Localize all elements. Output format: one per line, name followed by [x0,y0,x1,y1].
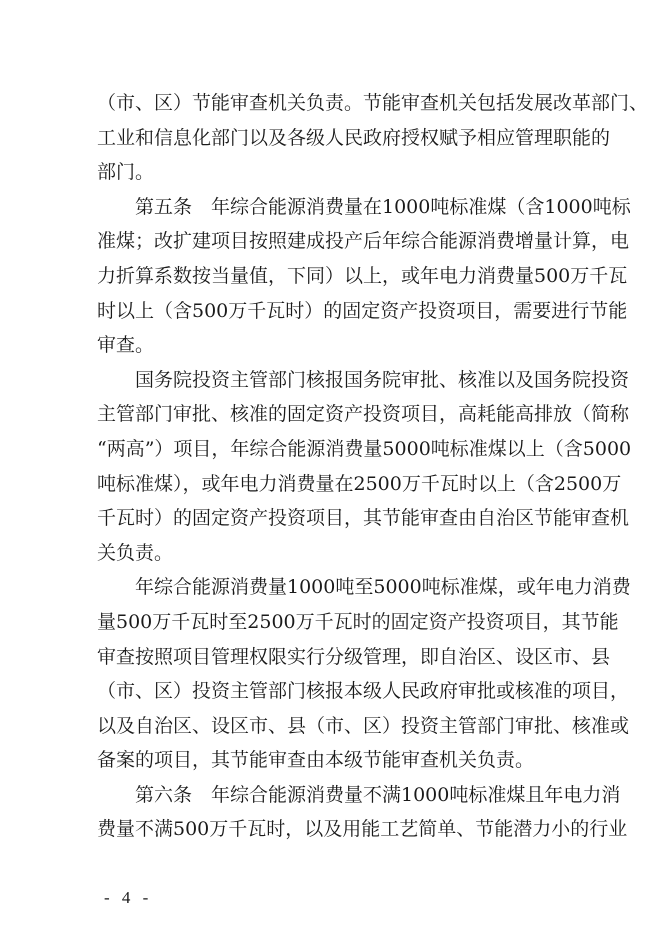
text-line: 国务院投资主管部门核报国务院审批、核准以及国务院投资 [135,368,630,391]
text-line: 审查。 [97,334,155,357]
text-line: 时以上（含500万千瓦时）的固定资产投资项目，需要进行节能 [97,299,628,322]
text-line: “两高”）项目，年综合能源消费量5000吨标准煤以上（含5000 [97,437,632,460]
text-line: （市、区）节能审查机关负责。节能审查机关包括发展改革部门、 [97,92,649,114]
text-line: 准煤；改扩建项目按照建成投产后年综合能源消费增量计算，电 [97,230,630,253]
article-6-heading-line: 第六条 年综合能源消费量不满1000吨标准煤且年电力消 [135,783,621,806]
text-line: 以及自治区、设区市、县（市、区）投资主管部门审批、核准或 [97,714,630,737]
text-line: 关负责。 [97,541,174,564]
body-text [97,86,649,847]
text-line: 审查按照项目管理权限实行分级管理，即自治区、设区市、县 [97,645,611,668]
page-number: - 4 - [104,888,153,907]
text-line: 力折算系数按当量值，下同）以上，或年电力消费量500万千瓦 [97,264,628,287]
text-line: 主管部门审批、核准的固定资产投资项目，高耗能高排放（简称 [97,403,630,426]
text-line: （市、区）投资主管部门核报本级人民政府审批或核准的项目， [97,680,630,703]
text-line: 年综合能源消费量1000吨至5000吨标准煤，或年电力消费 [135,576,631,599]
text-line: 量500万千瓦时至2500万千瓦时的固定资产投资项目，其节能 [97,610,619,633]
text-line: 费量不满500万千瓦时，以及用能工艺简单、节能潜力小的行业 [97,818,628,841]
text-line: 工业和信息化部门以及各级人民政府授权赋予相应管理职能的 [97,126,611,149]
text-line: 千瓦时）的固定资产投资项目，其节能审查由自治区节能审查机 [97,507,630,530]
text-line: 备案的项目，其节能审查由本级节能审查机关负责。 [97,749,535,772]
article-5-heading-line: 第五条 年综合能源消费量在1000吨标准煤（含1000吨标 [135,195,631,218]
text-line: 吨标准煤），或年电力消费量在2500万千瓦时以上（含2500万 [97,472,622,495]
text-line: 部门。 [97,161,155,184]
